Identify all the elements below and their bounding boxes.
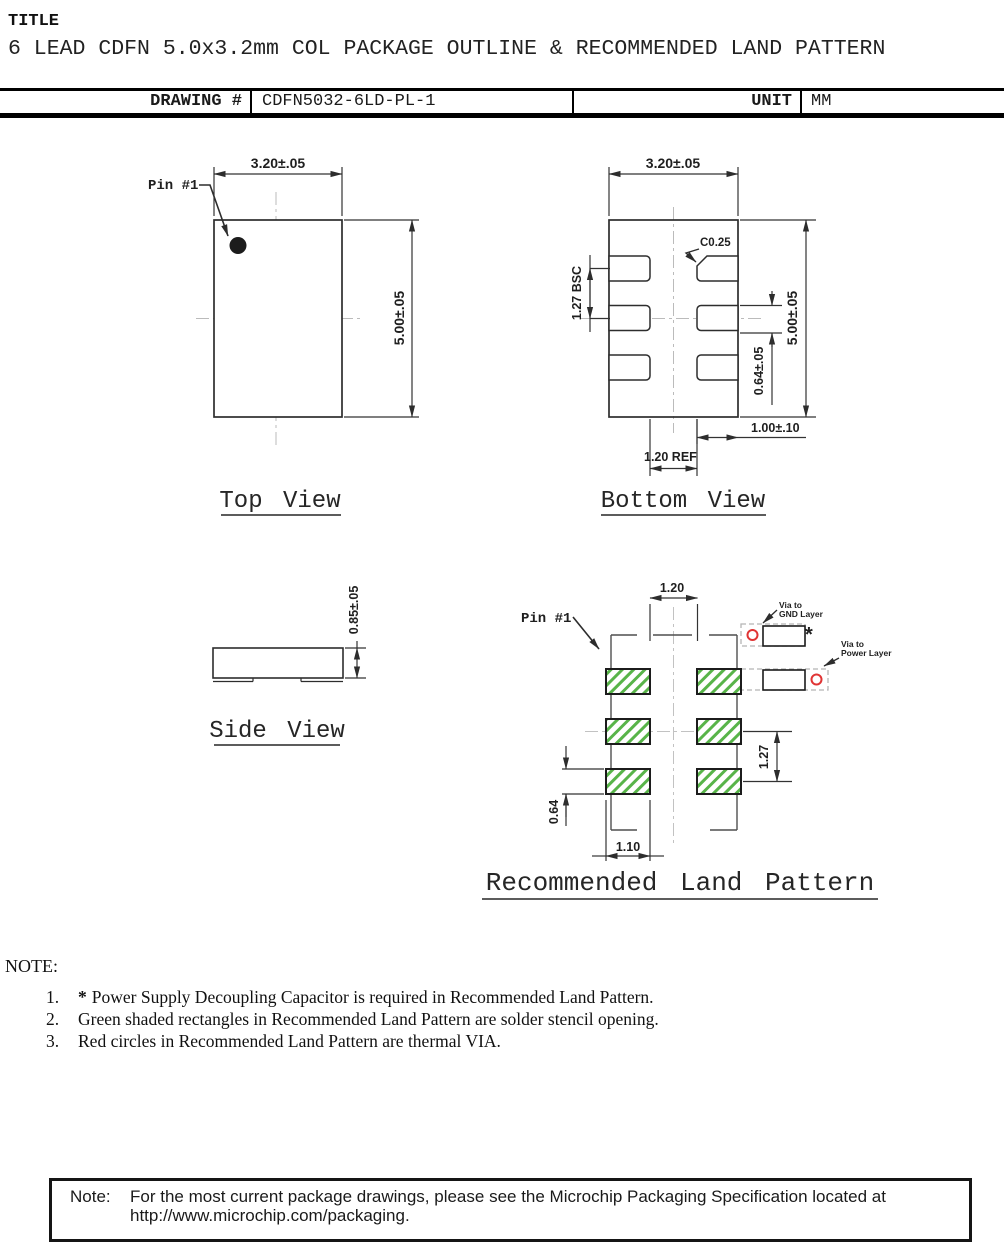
side-view-title: Side View [209, 718, 345, 745]
thermal-via-power [812, 675, 822, 685]
top-view [148, 155, 419, 515]
side-view [209, 586, 366, 745]
footer-note-box [49, 1178, 972, 1242]
land-dim-pitch: 1.27 [757, 744, 771, 770]
land-pattern [482, 581, 892, 899]
footer-note-line2: http://www.microchip.com/packaging. [130, 1206, 410, 1225]
top-view-title: Top View [219, 488, 341, 515]
note-number: 2. [46, 1009, 60, 1029]
bottom-dim-width: 3.20±.05 [645, 155, 701, 171]
pwr-via-label-line1: Via to [841, 639, 864, 649]
pwr-capacitor-pad [763, 670, 805, 690]
land-pin1-leader-arrow [573, 617, 599, 649]
top-dim-width: 3.20±.05 [250, 155, 306, 171]
pwr-via-leader-arrow [824, 658, 839, 666]
bottom-dim-pad-height: 0.64±.05 [752, 346, 766, 396]
land-dim-pad-height-lines [562, 746, 604, 826]
title-label: TITLE [8, 12, 60, 31]
bottom-view [570, 155, 816, 515]
bottom-dim-chamfer: C0.25 [700, 237, 731, 249]
bottom-view-title: Bottom View [600, 488, 766, 515]
bottom-left-pads [609, 256, 650, 380]
pin1-marker-dot [230, 237, 247, 254]
top-pin1-label: Pin #1 [148, 178, 199, 194]
note-number: 3. [46, 1031, 60, 1051]
top-dim-height: 5.00±.05 [391, 290, 407, 346]
side-dim-thickness-lines [345, 641, 366, 678]
note-text: Green shaded rectangles in Recommended Land Pattern are solder stencil opening. [78, 1009, 659, 1029]
bottom-dim-pad-width: 1.00±.10 [751, 421, 800, 435]
notes-section [5, 956, 765, 1052]
footer-note-text [130, 1187, 886, 1239]
gnd-via-label-line1: Via to [779, 600, 802, 610]
pwr-via-label-line2: Power Layer [841, 648, 892, 658]
side-dim-thickness: 0.85±.05 [347, 585, 361, 635]
note-item-1 [46, 986, 765, 1008]
thermal-via-gnd [748, 630, 758, 640]
footer-note-label: Note: [70, 1187, 111, 1206]
drawing-number-label: DRAWING # [150, 92, 242, 111]
top-dim-width-lines [214, 167, 342, 216]
land-dim-gap: 1.20 [659, 581, 685, 595]
land-star: * [805, 624, 813, 646]
footer-note-line1: For the most current package drawings, please see the Microchip Packaging Specification located at [130, 1187, 886, 1206]
note-star: * [78, 987, 87, 1007]
unit-value: MM [800, 91, 1004, 113]
bottom-dim-pitch-lines [590, 255, 610, 332]
drawing-number-value: CDFN5032-6LD-PL-1 [250, 91, 572, 113]
bottom-right-pads [697, 256, 738, 380]
pad-1-chamfered [697, 256, 738, 281]
gnd-via-leader-arrow [763, 610, 777, 623]
chamfer-leader-arrow [686, 249, 699, 262]
land-dim-pad-height: 0.64 [547, 799, 561, 825]
land-dim-pad-width: 1.10 [615, 840, 641, 854]
note-item-2 [46, 1008, 765, 1030]
note-number: 1. [46, 987, 60, 1007]
gnd-via-label-line2: GND Layer [779, 609, 823, 619]
side-view-body [213, 648, 343, 678]
land-pattern-title: Recommended Land Pattern [485, 868, 875, 898]
bottom-dim-pitch: 1.27 BSC [570, 265, 584, 321]
bottom-dim-center-gap: 1.20 REF [644, 450, 697, 464]
gnd-capacitor-pad [763, 626, 805, 646]
unit-label: UNIT [572, 91, 800, 113]
notes-heading: NOTE: [5, 956, 58, 976]
land-pin1-label: Pin #1 [521, 611, 572, 627]
note-item-3 [46, 1030, 765, 1052]
page-title: 6 LEAD CDFN 5.0x3.2mm COL PACKAGE OUTLINE & RECOMMENDED LAND PATTERN [8, 37, 886, 61]
bottom-dim-height: 5.00±.05 [784, 290, 800, 346]
top-dim-height-lines [344, 220, 419, 417]
note-text: Red circles in Recommended Land Pattern are thermal VIA. [78, 1031, 501, 1051]
note-text: Power Supply Decoupling Capacitor is required in Recommended Land Pattern. [91, 987, 654, 1007]
